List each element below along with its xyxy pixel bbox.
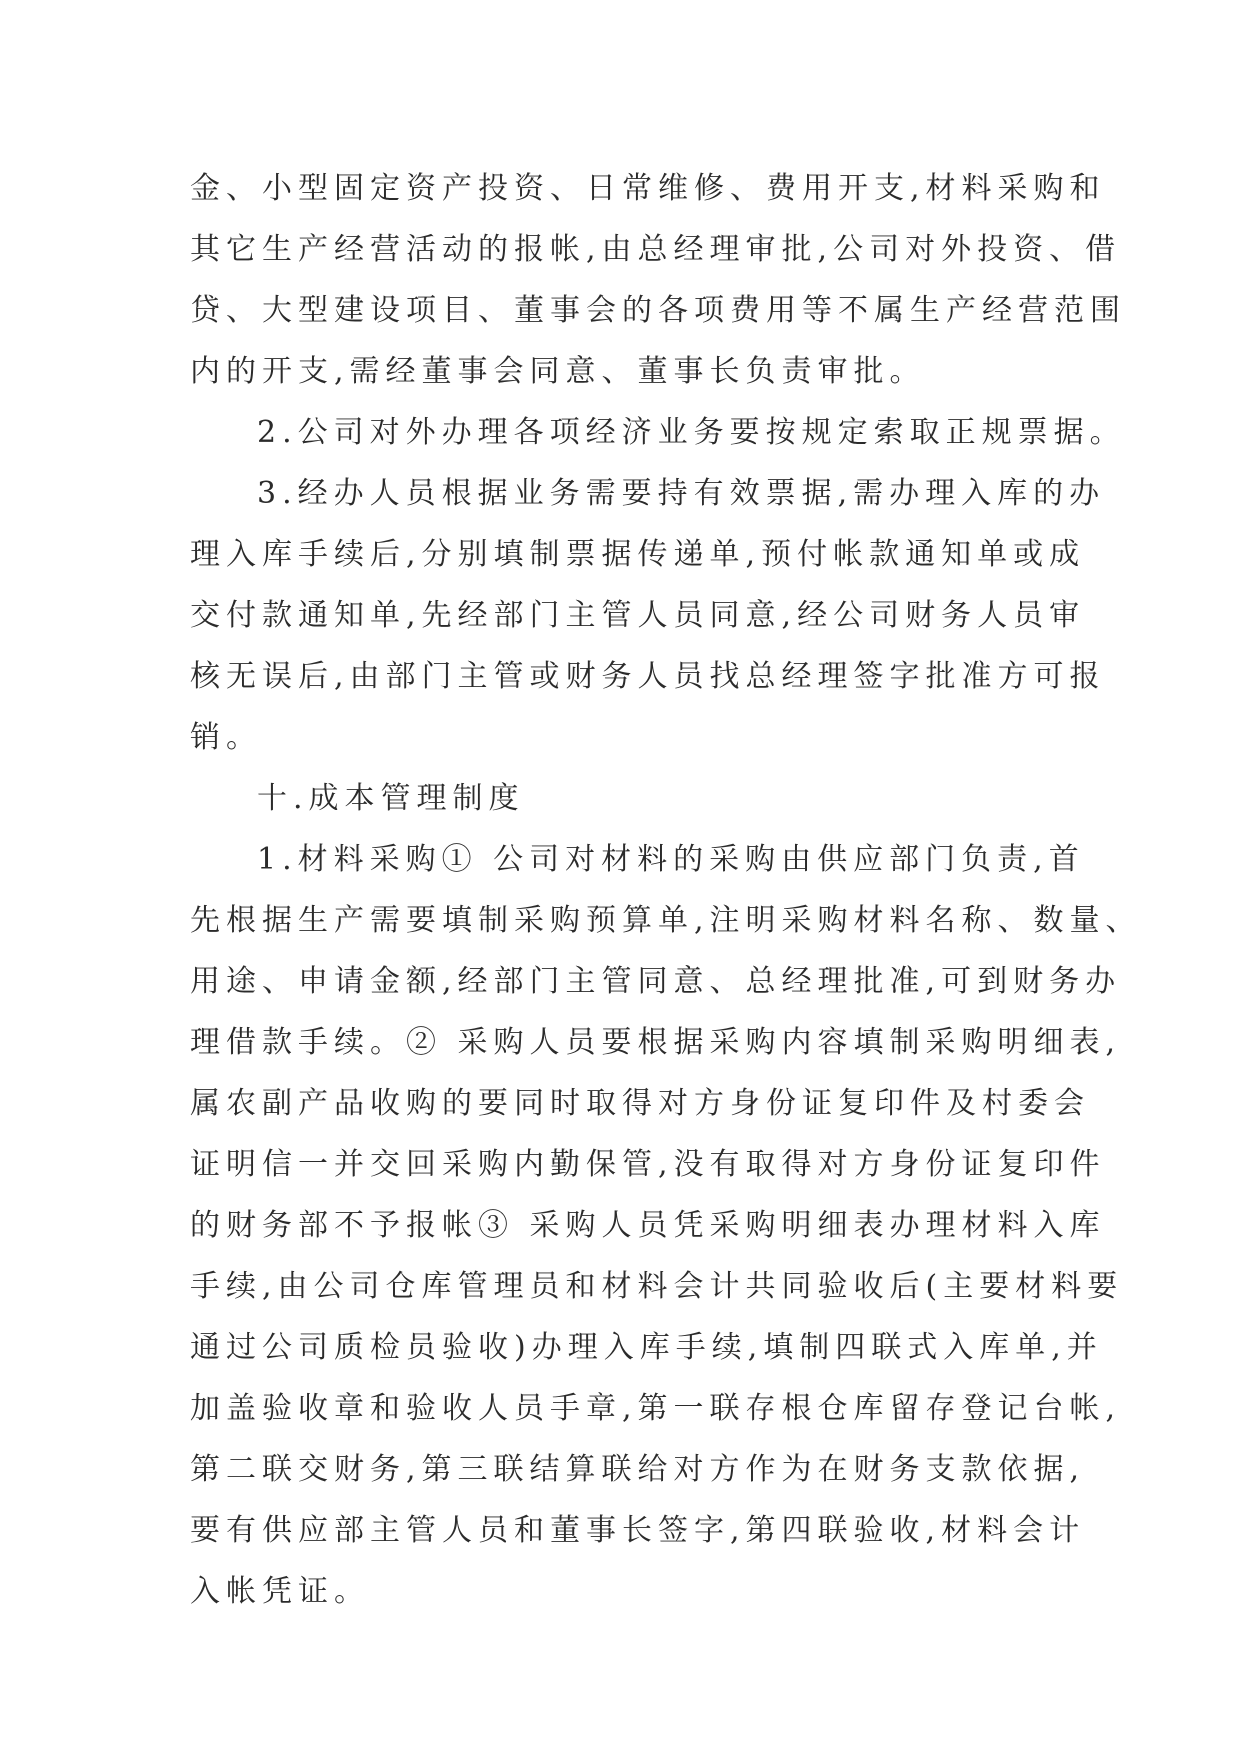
paragraph-material-line-11: 第二联交财务,第三联结算联给对方作为在财务支款依据, [190,1452,1086,1487]
paragraph-material-line-1: 1.材料采购① 公司对材料的采购由供应部门负责,首 [257,842,1085,877]
paragraph-material-line-8: 手续,由公司仓库管理员和材料会计共同验收后(主要材料要 [190,1269,1124,1304]
paragraph-material-line-10: 加盖验收章和验收人员手章,第一联存根仓库留存登记台帐, [190,1391,1122,1426]
text-line-3: 贷、大型建设项目、董事会的各项费用等不属生产经营范围 [190,293,1126,328]
paragraph-item-3-line-1: 3.经办人员根据业务需要持有效票据,需办理入库的办 [257,476,1106,511]
paragraph-material-line-12: 要有供应部主管人员和董事长签字,第四联验收,材料会计 [190,1513,1086,1548]
paragraph-material-line-2: 先根据生产需要填制采购预算单,注明采购材料名称、数量、 [190,903,1142,938]
paragraph-material-line-13: 入帐凭证。 [190,1574,370,1609]
paragraph-material-line-3: 用途、申请金额,经部门主管同意、总经理批准,可到财务办 [190,964,1122,999]
section-heading: 十.成本管理制度 [257,781,525,816]
paragraph-material-line-6: 证明信一并交回采购内勤保管,没有取得对方身份证复印件 [190,1147,1106,1182]
paragraph-item-3-line-3: 交付款通知单,先经部门主管人员同意,经公司财务人员审 [190,598,1086,633]
paragraph-material-line-4: 理借款手续。② 采购人员要根据采购内容填制采购明细表, [190,1025,1122,1060]
text-line-4: 内的开支,需经董事会同意、董事长负责审批。 [190,354,926,389]
paragraph-item-3-line-5: 销。 [190,720,262,755]
text-line-2: 其它生产经营活动的报帐,由总经理审批,公司对外投资、借 [190,232,1122,267]
document-body [190,158,1142,1622]
paragraph-material-line-7: 的财务部不予报帐③ 采购人员凭采购明细表办理材料入库 [190,1208,1106,1243]
paragraph-item-3-line-2: 理入库手续后,分别填制票据传递单,预付帐款通知单或成 [190,537,1086,572]
paragraph-material-line-9: 通过公司质检员验收)办理入库手续,填制四联式入库单,并 [190,1330,1103,1365]
paragraph-material-line-5: 属农副产品收购的要同时取得对方身份证复印件及村委会 [190,1086,1090,1121]
text-line-1: 金、小型固定资产投资、日常维修、费用开支,材料采购和 [190,171,1106,206]
paragraph-item-2-line-1: 2.公司对外办理各项经济业务要按规定索取正规票据。 [257,415,1126,450]
paragraph-item-3-line-4: 核无误后,由部门主管或财务人员找总经理签字批准方可报 [190,659,1106,694]
